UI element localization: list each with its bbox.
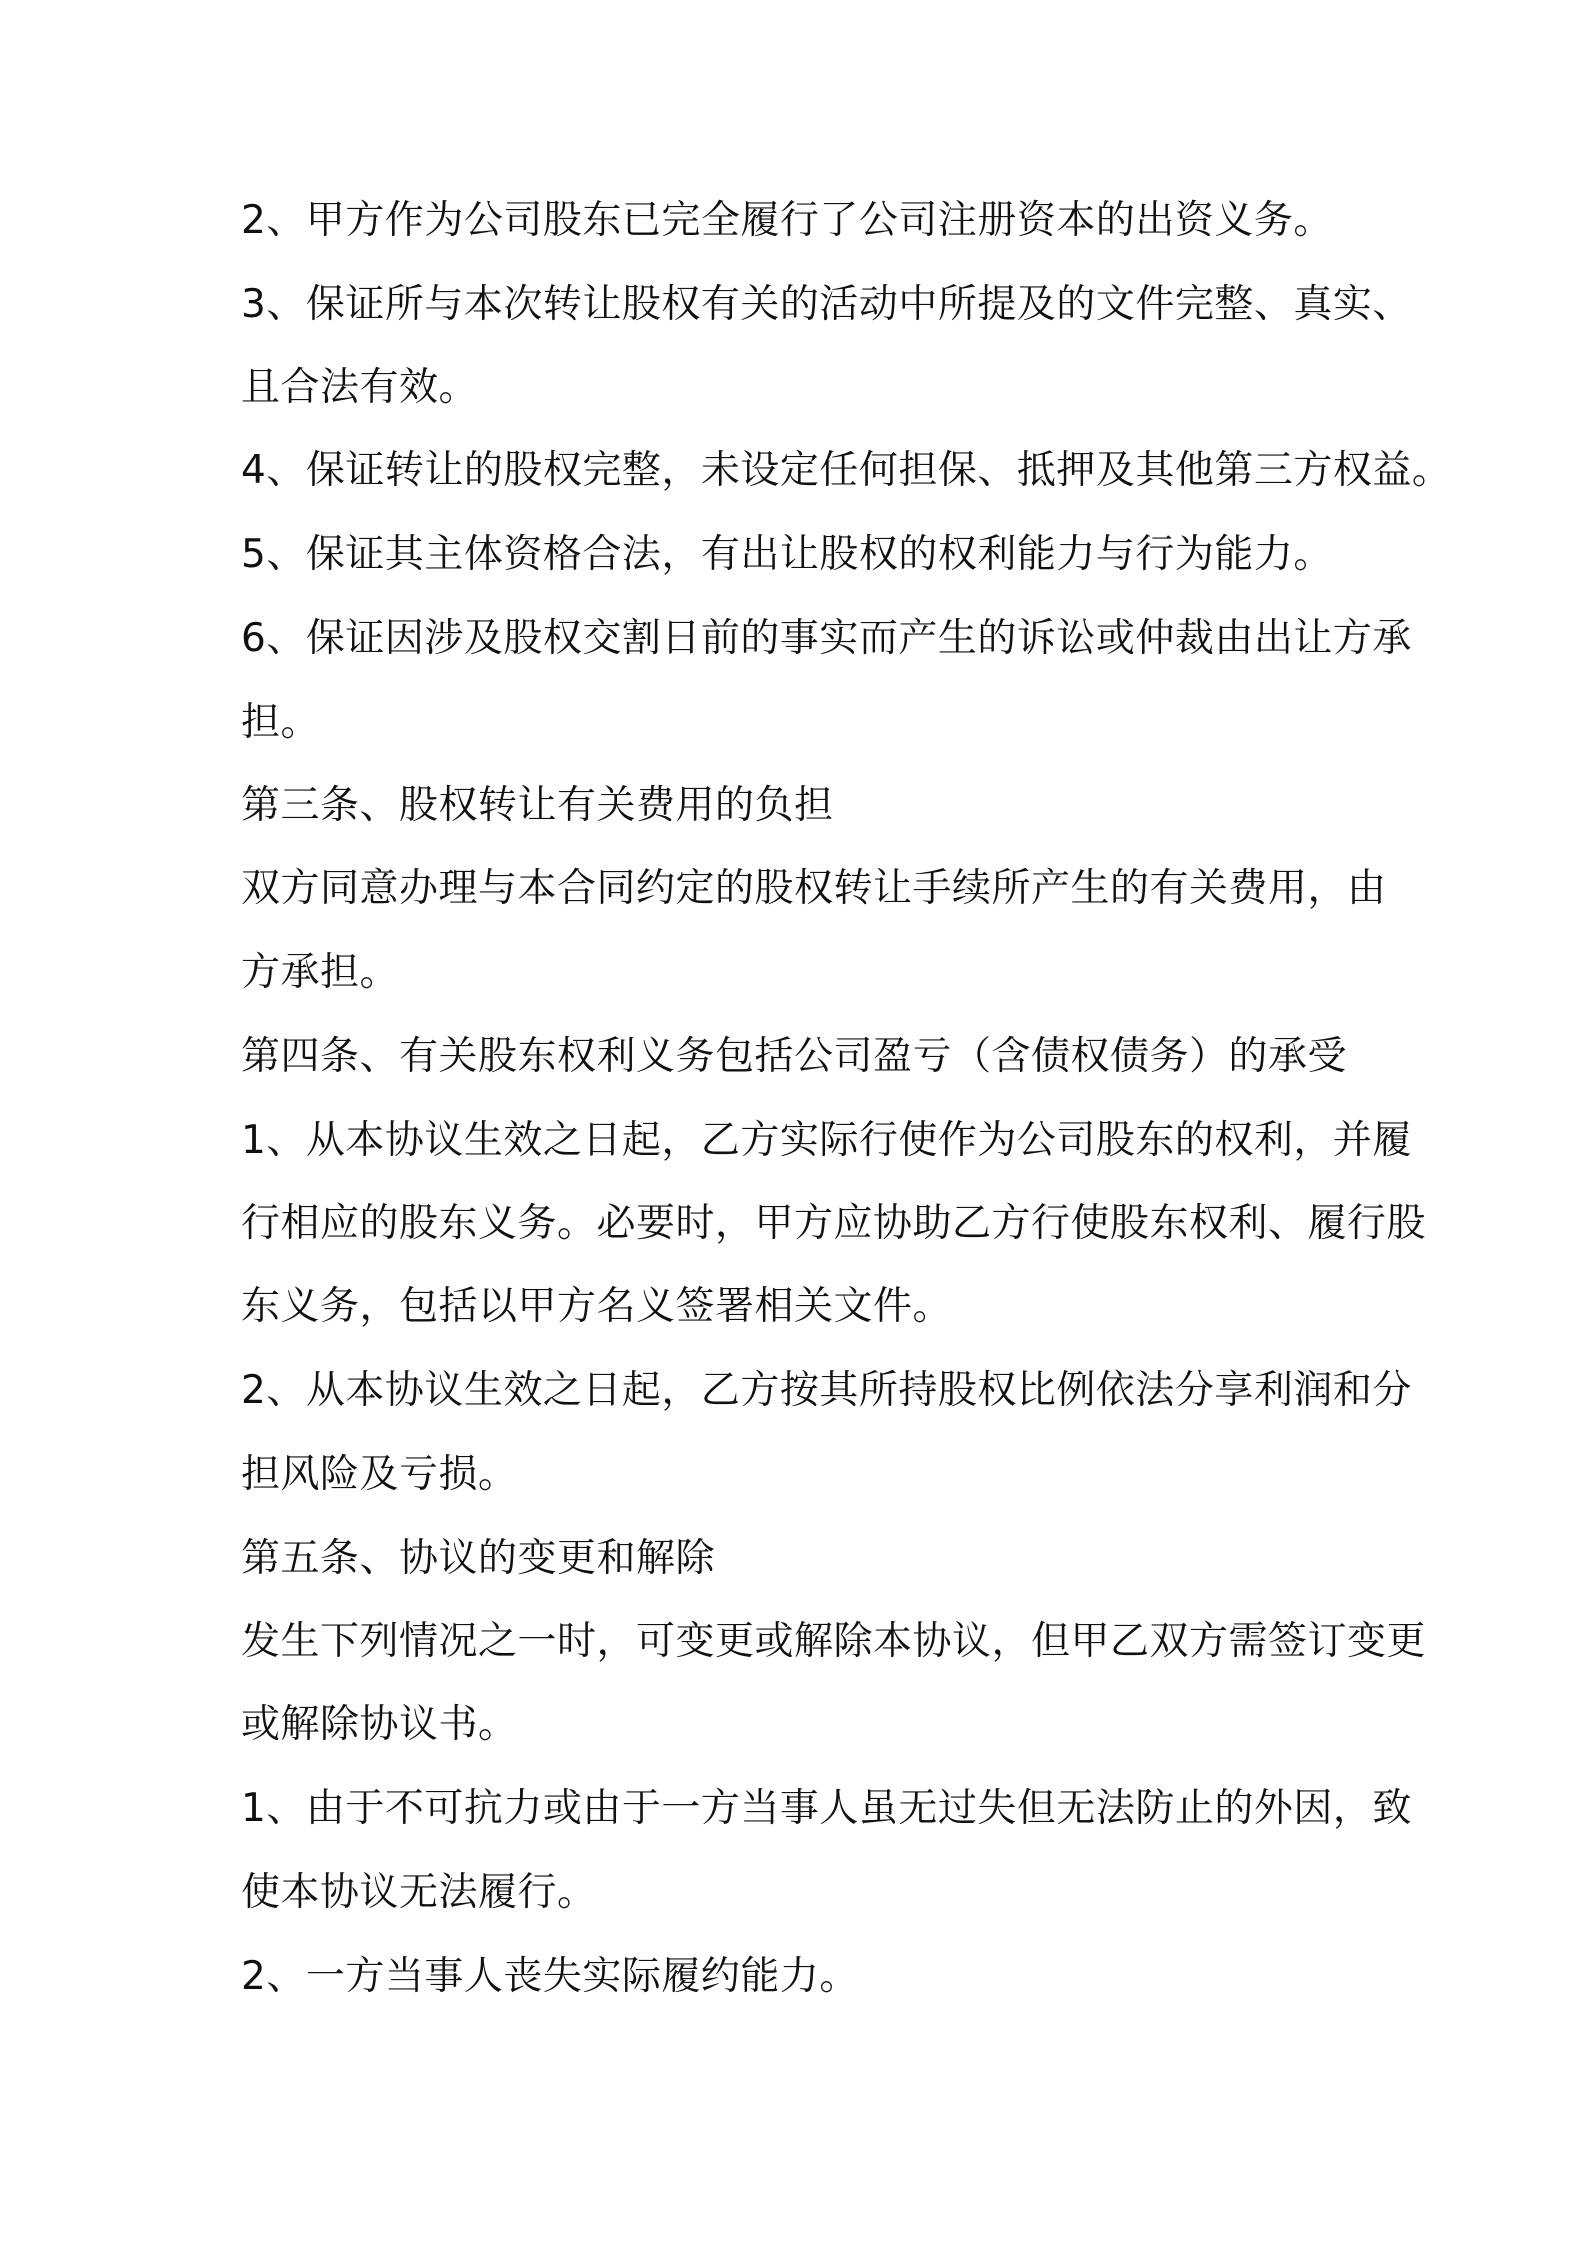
article-5-item1-line2: 使本协议无法履行。: [241, 1870, 597, 1915]
article-4-item2-line1: 2、从本协议生效之日起，乙方按其所持股权比例依法分享利润和分: [241, 1368, 1412, 1413]
article-5-intro-line2: 或解除协议书。: [241, 1702, 518, 1747]
article-3-text-line2: 方承担。: [241, 950, 400, 995]
article-4-item1-line3: 东义务，包括以甲方名义签署相关文件。: [241, 1284, 953, 1329]
clause-5-qualification: 5、保证其主体资格合法，有出让股权的权利能力与行为能力。: [241, 532, 1333, 577]
article-3-heading: 第三条、股权转让有关费用的负担: [241, 783, 834, 828]
article-4-item1-line2: 行相应的股东义务。必要时，甲方应协助乙方行使股东权利、履行股: [241, 1201, 1427, 1246]
article-3-text-line1: 双方同意办理与本合同约定的股权转让手续所产生的有关费用，由: [241, 866, 1387, 911]
article-5-intro-line1: 发生下列情况之一时，可变更或解除本协议，但甲乙双方需签订变更: [241, 1619, 1427, 1664]
article-5-heading: 第五条、协议的变更和解除: [241, 1536, 716, 1581]
article-5-item1-line1: 1、由于不可抗力或由于一方当事人虽无过失但无法防止的外因，致: [241, 1786, 1412, 1831]
article-4-heading: 第四条、有关股东权利义务包括公司盈亏（含债权债务）的承受: [241, 1034, 1348, 1079]
article-5-item2: 2、一方当事人丧失实际履约能力。: [241, 1954, 859, 1999]
clause-2-capital-paid: 2、甲方作为公司股东已完全履行了公司注册资本的出资义务。: [241, 198, 1333, 243]
clause-3-documents-line1: 3、保证所与本次转让股权有关的活动中所提及的文件完整、真实、: [241, 282, 1412, 327]
clause-6-litigation-line1: 6、保证因涉及股权交割日前的事实而产生的诉讼或仲裁由出让方承: [241, 616, 1412, 661]
clause-4-equity-complete: 4、保证转让的股权完整，未设定任何担保、抵押及其他第三方权益。: [241, 448, 1452, 493]
clause-6-litigation-line2: 担。: [241, 700, 321, 745]
article-4-item1-line1: 1、从本协议生效之日起，乙方实际行使作为公司股东的权利，并履: [241, 1118, 1412, 1163]
clause-3-documents-line2: 且合法有效。: [241, 365, 479, 410]
article-4-item2-line2: 担风险及亏损。: [241, 1452, 518, 1497]
